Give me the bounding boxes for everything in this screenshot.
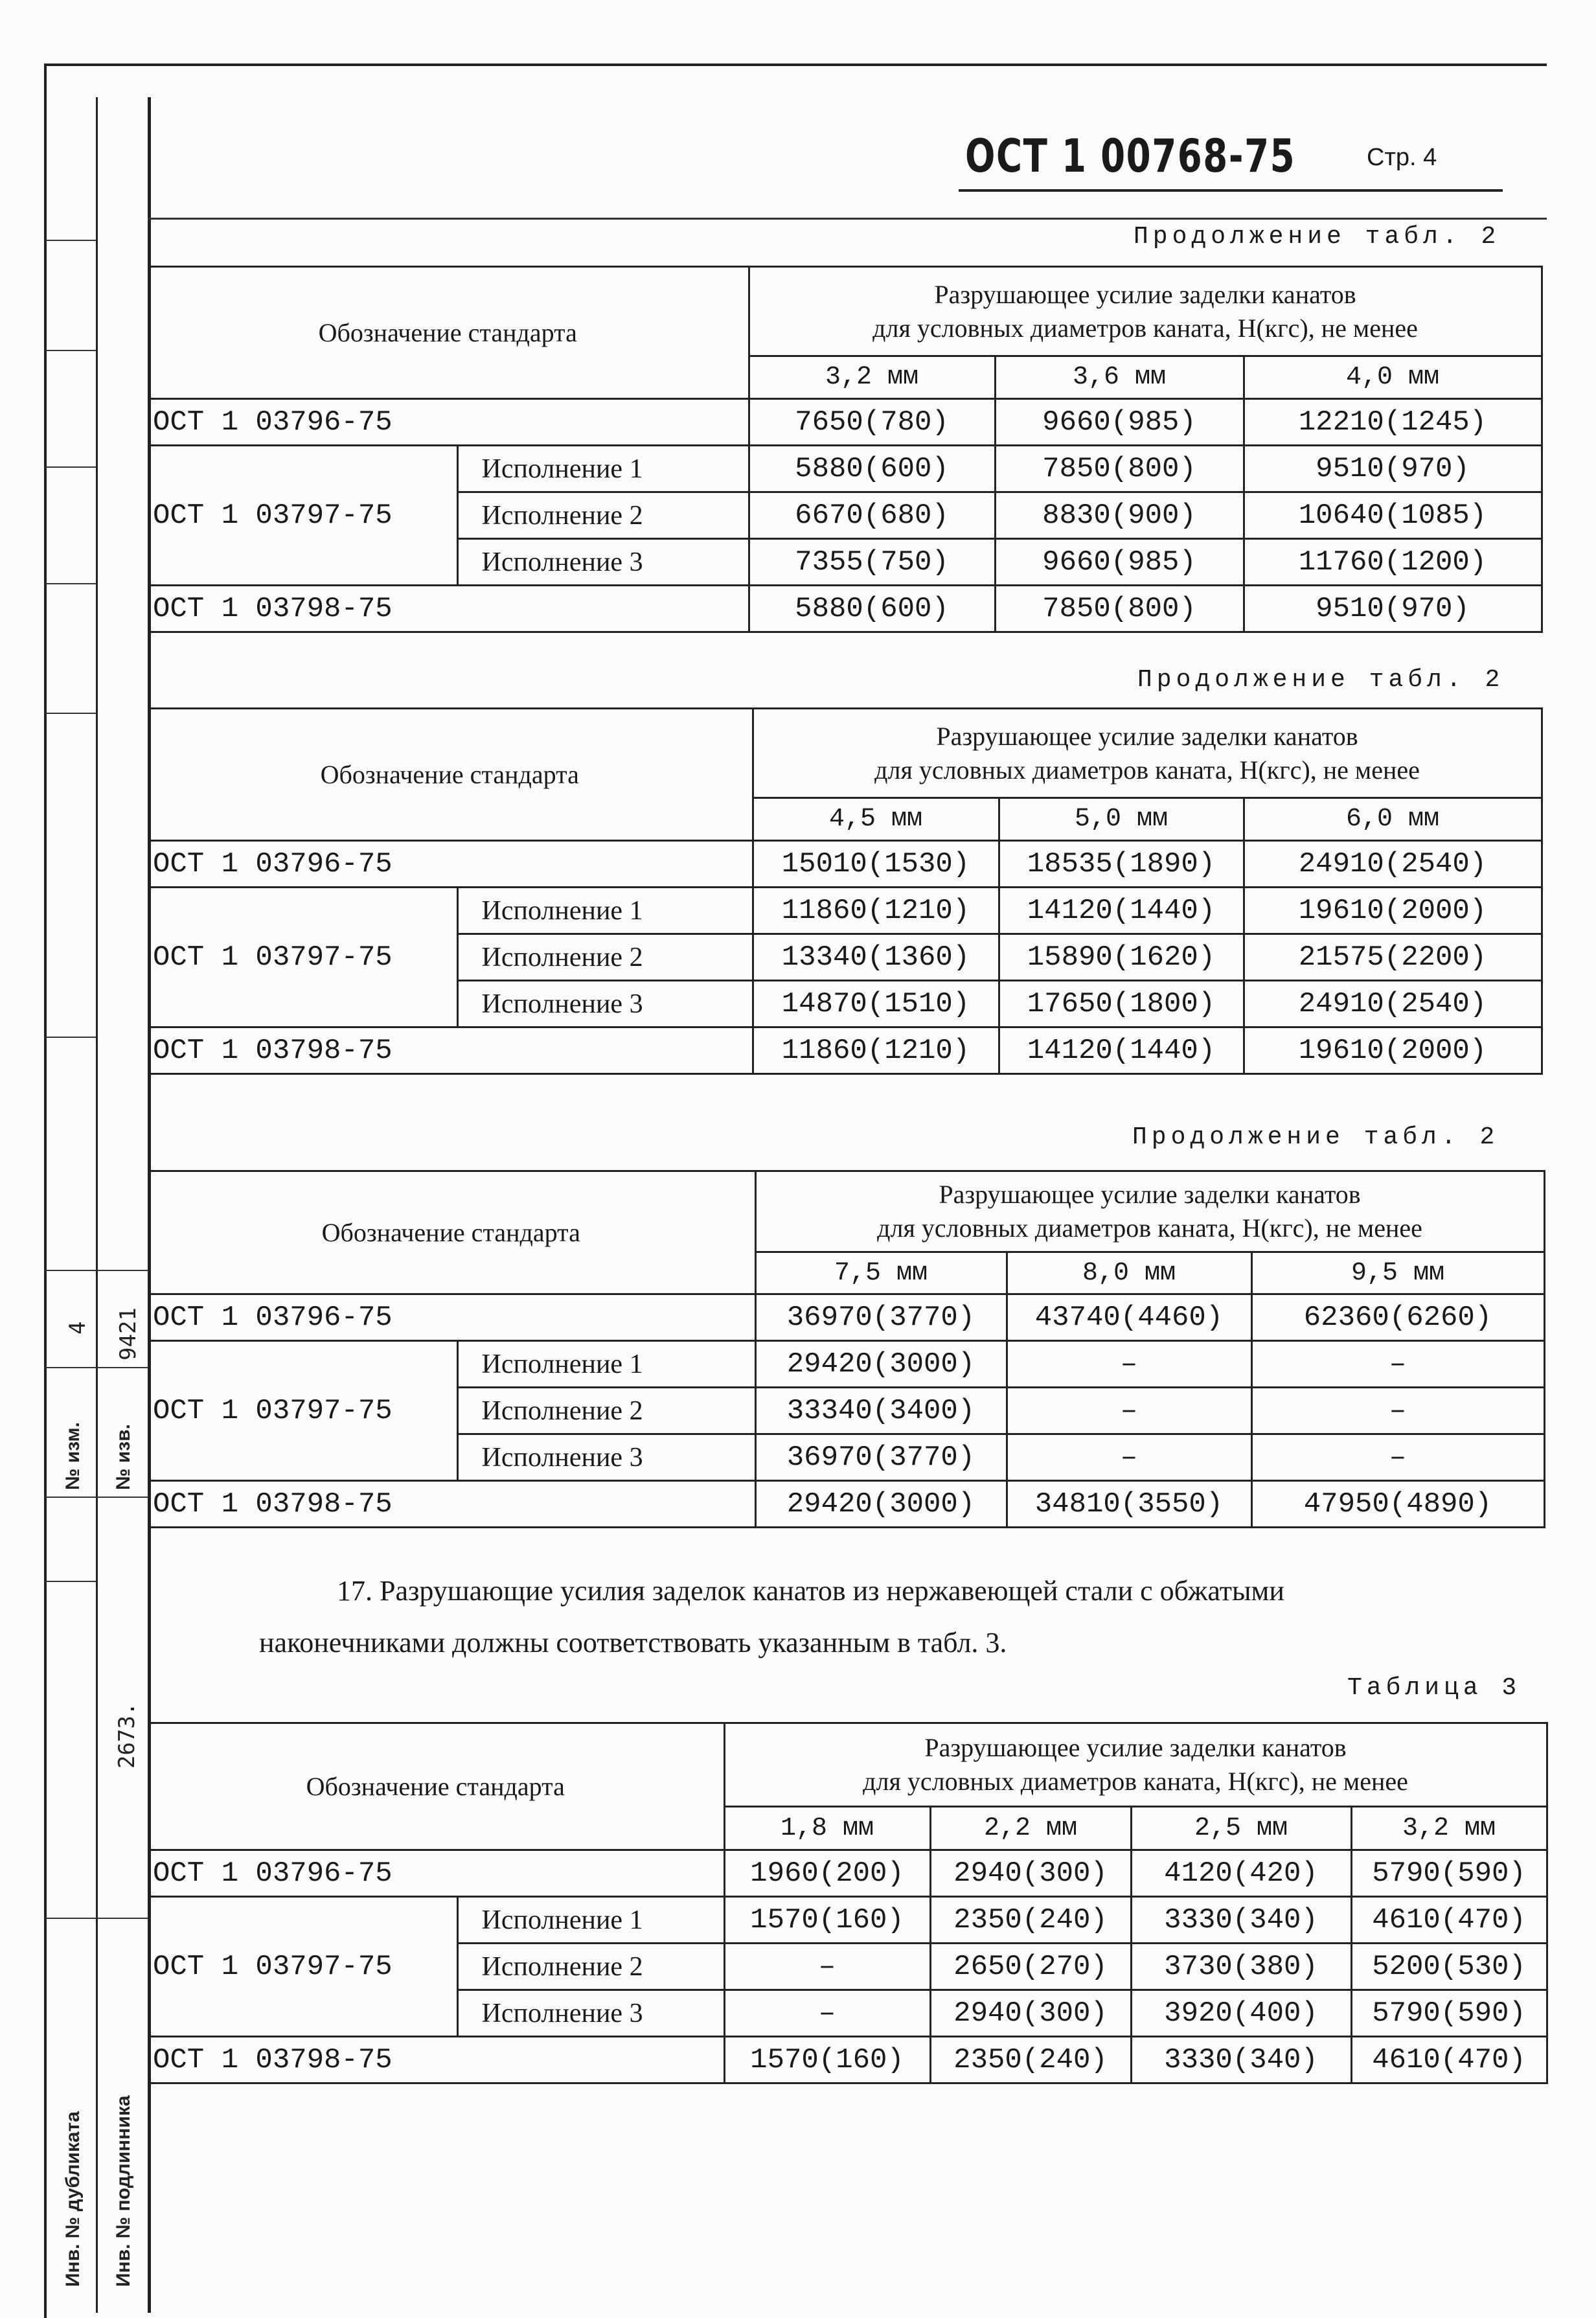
force-value: 9660(985)	[995, 399, 1244, 446]
force-column-header: Разрушающее усилие заделки канатов для условных диаметров каната, Н(кгс), не менее	[749, 267, 1542, 356]
std-code: ОСТ 1 03796-75	[148, 841, 753, 888]
duplicate-inv-label: Инв. № дубликата	[62, 2111, 84, 2287]
force-value: 36970(3770)	[755, 1294, 1007, 1341]
force-value: 2940(300)	[930, 1850, 1131, 1897]
table-row	[148, 399, 1542, 446]
execution-label: Исполнение 1	[457, 1897, 724, 1944]
std-code: ОСТ 1 03796-75	[148, 1294, 755, 1341]
force-value: 4610(470)	[1351, 2037, 1547, 2083]
force-value: 12210(1245)	[1244, 399, 1542, 446]
force-column-header: Разрушающее усилие заделки канатов для условных диаметров каната, Н(кгс), не менее	[724, 1723, 1547, 1807]
execution-label: Исполнение 2	[457, 934, 753, 981]
std-column-header: Обозначение стандарта	[148, 267, 749, 399]
force-value: 18535(1890)	[999, 841, 1244, 888]
force-value: 17650(1800)	[999, 981, 1244, 1027]
rev-number-label: № изм.	[62, 1422, 84, 1490]
table-row	[148, 586, 1542, 632]
side-divider	[45, 1918, 96, 1919]
std-column-header: Обозначение стандарта	[148, 1723, 724, 1850]
std-code: ОСТ 1 03797-75	[148, 888, 457, 1027]
std-code: ОСТ 1 03797-75	[148, 446, 457, 586]
side-divider	[45, 1037, 96, 1038]
execution-label: Исполнение 2	[457, 492, 749, 539]
table-row	[148, 1481, 1544, 1528]
force-table-1	[148, 266, 1543, 633]
header-rule	[959, 189, 1503, 192]
force-value: 3330(340)	[1131, 2037, 1351, 2083]
force-value: –	[1007, 1341, 1251, 1388]
side-divider	[96, 1918, 148, 1919]
force-value: 4610(470)	[1351, 1897, 1547, 1944]
diameter-header: 1,8 мм	[724, 1807, 930, 1850]
force-value: 3920(400)	[1131, 1990, 1351, 2037]
force-value: 5880(600)	[749, 586, 995, 632]
document-code: ОСТ 1 00768-75	[965, 130, 1296, 183]
diameter-header: 6,0 мм	[1244, 798, 1542, 841]
force-value: –	[724, 1990, 930, 2037]
force-value: –	[1251, 1341, 1544, 1388]
force-value: 10640(1085)	[1244, 492, 1542, 539]
force-value: 2650(270)	[930, 1944, 1131, 1990]
table-caption: Продолжение табл. 2	[1134, 223, 1501, 251]
force-value: 21575(2200)	[1244, 934, 1542, 981]
force-value: 4120(420)	[1131, 1850, 1351, 1897]
diameter-header: 7,5 мм	[755, 1252, 1007, 1294]
table-row	[148, 888, 1542, 934]
force-value: 5790(590)	[1351, 1990, 1547, 2037]
side-divider	[45, 1270, 96, 1271]
force-value: –	[1251, 1388, 1544, 1434]
force-value: 2350(240)	[930, 2037, 1131, 2083]
side-divider	[45, 1497, 96, 1498]
force-value: 6670(680)	[749, 492, 995, 539]
paragraph-line-1: 17. Разрушающие усилия заделок канатов из нержавеющей стали с обжатыми	[337, 1575, 1284, 1607]
force-table-4	[148, 1722, 1548, 2084]
force-value: 9510(970)	[1244, 446, 1542, 492]
side-divider	[45, 713, 96, 714]
diameter-header: 3,2 мм	[1351, 1807, 1547, 1850]
side-strip-border	[96, 97, 98, 2313]
force-value: –	[1007, 1434, 1251, 1481]
execution-label: Исполнение 3	[457, 1990, 724, 2037]
force-value: 7355(750)	[749, 539, 995, 586]
diameter-header: 2,5 мм	[1131, 1807, 1351, 1850]
force-value: 36970(3770)	[755, 1434, 1007, 1481]
side-divider	[45, 466, 96, 468]
std-code: ОСТ 1 03796-75	[148, 399, 749, 446]
force-value: 5880(600)	[749, 446, 995, 492]
force-table-3	[148, 1170, 1545, 1528]
notice-number-value: 9421	[115, 1307, 141, 1360]
std-code: ОСТ 1 03797-75	[148, 1897, 457, 2037]
table-row	[148, 1294, 1544, 1341]
side-divider	[45, 583, 96, 584]
force-value: 11760(1200)	[1244, 539, 1542, 586]
force-value: 3730(380)	[1131, 1944, 1351, 1990]
force-column-header: Разрушающее усилие заделки канатов для условных диаметров каната, Н(кгс), не менее	[753, 709, 1542, 798]
original-inv-value: 2673.	[114, 1702, 140, 1769]
std-code: ОСТ 1 03797-75	[148, 1341, 457, 1481]
force-value: 5200(530)	[1351, 1944, 1547, 1990]
std-code: ОСТ 1 03796-75	[148, 1850, 724, 1897]
table-row	[148, 1341, 1544, 1388]
force-value: 7850(800)	[995, 446, 1244, 492]
side-divider	[96, 1270, 148, 1271]
std-code: ОСТ 1 03798-75	[148, 1027, 753, 1074]
table-row	[148, 1897, 1547, 1944]
force-value: 15890(1620)	[999, 934, 1244, 981]
force-value: 43740(4460)	[1007, 1294, 1251, 1341]
force-value: 9510(970)	[1244, 586, 1542, 632]
force-value: –	[724, 1944, 930, 1990]
side-divider	[96, 1497, 148, 1498]
force-value: 8830(900)	[995, 492, 1244, 539]
force-value: 15010(1530)	[753, 841, 999, 888]
diameter-header: 4,5 мм	[753, 798, 999, 841]
force-value: 1570(160)	[724, 1897, 930, 1944]
notice-number-label: № изв.	[113, 1424, 134, 1490]
force-value: 34810(3550)	[1007, 1481, 1251, 1528]
diameter-header: 4,0 мм	[1244, 356, 1542, 399]
table-caption: Таблица 3	[1347, 1674, 1522, 1702]
force-value: 3330(340)	[1131, 1897, 1351, 1944]
force-column-header: Разрушающее усилие заделки канатов для условных диаметров каната, Н(кгс), не менее	[755, 1171, 1544, 1252]
table-row	[148, 2037, 1547, 2083]
force-value: 14120(1440)	[999, 1027, 1244, 1074]
page-number: Стр. 4	[1367, 144, 1437, 171]
force-value: 62360(6260)	[1251, 1294, 1544, 1341]
force-value: 24910(2540)	[1244, 981, 1542, 1027]
force-value: 7850(800)	[995, 586, 1244, 632]
diameter-header: 3,2 мм	[749, 356, 995, 399]
execution-label: Исполнение 3	[457, 1434, 755, 1481]
force-value: 19610(2000)	[1244, 1027, 1542, 1074]
force-table-2	[148, 707, 1543, 1075]
execution-label: Исполнение 1	[457, 1341, 755, 1388]
table-row	[148, 1850, 1547, 1897]
execution-label: Исполнение 1	[457, 446, 749, 492]
execution-label: Исполнение 2	[457, 1388, 755, 1434]
std-code: ОСТ 1 03798-75	[148, 2037, 724, 2083]
force-value: 24910(2540)	[1244, 841, 1542, 888]
force-value: 29420(3000)	[755, 1481, 1007, 1528]
rev-number-value: 4	[65, 1321, 91, 1335]
header-line	[148, 218, 1547, 220]
force-value: –	[1007, 1388, 1251, 1434]
force-value: 29420(3000)	[755, 1341, 1007, 1388]
side-divider	[45, 1367, 96, 1368]
execution-label: Исполнение 1	[457, 888, 753, 934]
diameter-header: 8,0 мм	[1007, 1252, 1251, 1294]
diameter-header: 5,0 мм	[999, 798, 1244, 841]
force-value: 11860(1210)	[753, 1027, 999, 1074]
side-divider	[45, 350, 96, 351]
force-value: 2350(240)	[930, 1897, 1131, 1944]
std-code: ОСТ 1 03798-75	[148, 586, 749, 632]
paragraph-line-2: наконечниками должны соответствовать указанным в табл. 3.	[259, 1627, 1007, 1658]
execution-label: Исполнение 3	[457, 981, 753, 1027]
force-value: 9660(985)	[995, 539, 1244, 586]
std-column-header: Обозначение стандарта	[148, 709, 753, 841]
force-value: 14120(1440)	[999, 888, 1244, 934]
diameter-header: 9,5 мм	[1251, 1252, 1544, 1294]
force-value: 33340(3400)	[755, 1388, 1007, 1434]
table-caption: Продолжение табл. 2	[1137, 666, 1505, 694]
table-row	[148, 841, 1542, 888]
execution-label: Исполнение 3	[457, 539, 749, 586]
force-value: 11860(1210)	[753, 888, 999, 934]
force-value: 1960(200)	[724, 1850, 930, 1897]
force-value: 2940(300)	[930, 1990, 1131, 2037]
original-inv-label: Инв. № подлинника	[113, 2095, 134, 2287]
execution-label: Исполнение 2	[457, 1944, 724, 1990]
diameter-header: 3,6 мм	[995, 356, 1244, 399]
side-divider	[45, 240, 96, 241]
force-value: 7650(780)	[749, 399, 995, 446]
force-value: 1570(160)	[724, 2037, 930, 2083]
force-value: 5790(590)	[1351, 1850, 1547, 1897]
force-value: 13340(1360)	[753, 934, 999, 981]
table-row	[148, 446, 1542, 492]
force-value: 47950(4890)	[1251, 1481, 1544, 1528]
side-divider	[45, 1581, 96, 1582]
diameter-header: 2,2 мм	[930, 1807, 1131, 1850]
table-caption: Продолжение табл. 2	[1132, 1123, 1499, 1151]
std-code: ОСТ 1 03798-75	[148, 1481, 755, 1528]
force-value: 19610(2000)	[1244, 888, 1542, 934]
force-value: –	[1251, 1434, 1544, 1481]
table-row	[148, 1027, 1542, 1074]
side-divider	[96, 1367, 148, 1368]
std-column-header: Обозначение стандарта	[148, 1171, 755, 1294]
force-value: 14870(1510)	[753, 981, 999, 1027]
